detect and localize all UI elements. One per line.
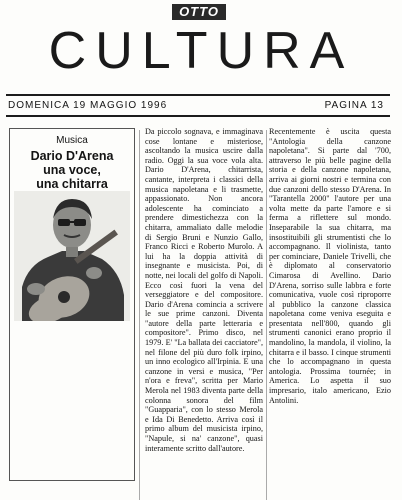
newspaper-logo: OTTO [172,4,226,20]
headline-box [9,128,135,481]
top-rule [6,94,390,96]
column-divider-2 [266,130,267,500]
kicker: Musica [56,135,88,146]
article-column-2: Recentemente è uscita questa "Antologia della canzone napoletana". Si parte dal '700, attraverso le più belle pagine della storia e della canzone napoletana, arriva ai giorni nostri e termina con due canzoni dello stesso D'Arena. In "Tarantella 2000" l'autore per una volta mette da parte l'amore e si ferma a riflettere sul mondo. Inseparabile la sua chitarra, ma insostituibili gli strumentisti che lo accompagnano. Il violinista, tanto per cominciare, Daniele Trivelli, che è diplomato al conservatorio Cimarosa di Avellino. Dario D'Arena, sorriso sulle labbra e forte comunicativa, vuole così riproporre al pubblico la canzone classica napoletana come veniva eseguita e presentata nell'800, quando gli strumenti canonici erano proprio il mandolino, la mandola, il violino, la chitarra e il basso. I cinque strumenti che lo accompagnano in questa antologia. Prossima tournée; in America. Lo aspetta il suo impresario, italo americano, Ezio Antolini. [269,127,391,405]
musician-photo-illustration [14,191,130,321]
musician-photo [14,191,130,321]
bottom-rule [6,115,390,117]
column-divider-1 [139,130,140,500]
article-column-1: Da piccolo sognava, e immaginava cose lontane e misteriose, ascoltando la musica uscire dalla radio. Oggi la sua voce vola alta. Dario D'Arena, chitarrista, cantante, interpreta i classici della musica napoletana e li trasmette, appassionato. Non ancora adolescente ha cominciato a prendere dimestichezza con la chitarra, ammaliato dalle melodie di Sergio Bruni e Nunzio Gallo, Franco Ricci e Roberto Murolo. A lui ha la doppia attività di insegnante e musicista. Poi, di notte, nei locali del golfo di Napoli. Ecco così fuori la vena del verseggiatore e del compositore. Dario d'Arena comincia a scrivere le sue prime canzoni. Diventa "autore della parte letteraria e compositore". Primo disco, nel 1979. E' "La ballata dei cacciatore", nel filone del più duro folk irpino, un inno ecologico all'Irpinia. E una canzone in versi e musica, "Per n'ora e freva", scritta per Mario Merola nel 1983 diventa parte della colonna sonora del film "Guapparia", con lo stesso Merola e Ida Di Benedetto. Arriva così il primo album del musicista irpino, "Napule, si na' canzone", quasi interamente scritto dall'autore. [145,127,263,453]
headline-line-2: una voce, [43,163,101,177]
issue-date: DOMENICA 19 MAGGIO 1996 [8,100,168,111]
section-title: CULTURA [48,22,354,80]
page-number: PAGINA 13 [324,100,384,111]
headline [12,149,132,191]
headline-line-1: Dario D'Arena [30,149,114,163]
headline-line-3: una chitarra [36,177,108,191]
